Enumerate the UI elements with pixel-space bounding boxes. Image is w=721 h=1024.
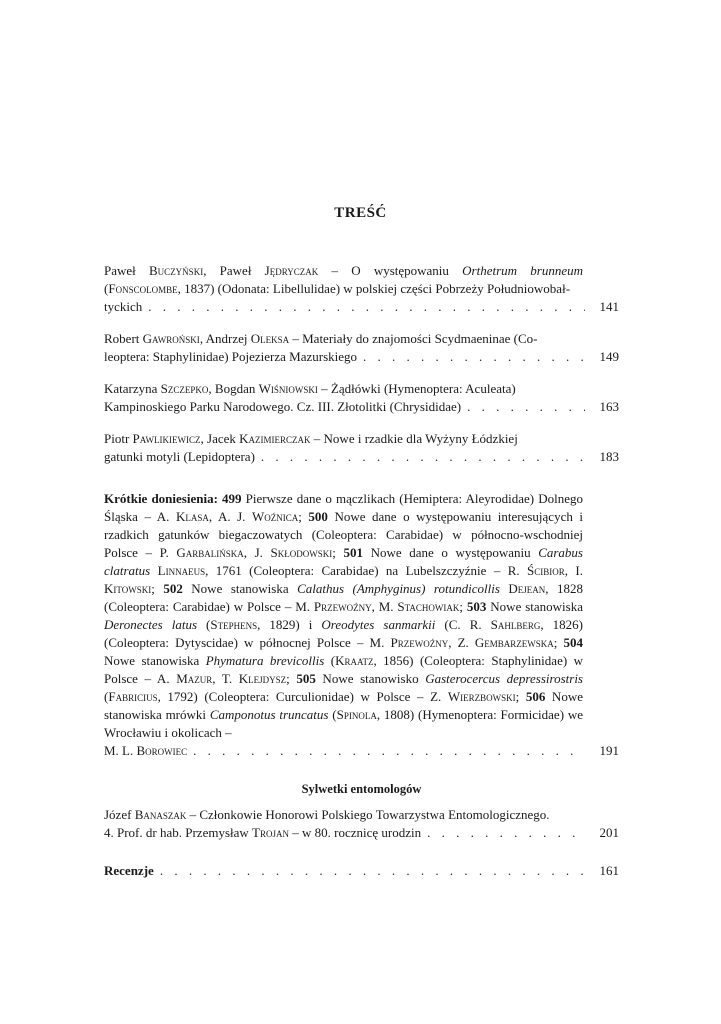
taxon-name: Phymatura brevicollis xyxy=(205,653,325,668)
author-name: Fonscolombe xyxy=(108,281,178,296)
text-run: Paweł xyxy=(104,263,150,278)
text-run: , J. xyxy=(243,545,271,560)
author-name: Linnaeus xyxy=(157,563,206,578)
entry-text xyxy=(104,262,619,298)
text-run: Nowe stanowiska xyxy=(104,653,206,668)
bold-label: 506 xyxy=(525,689,546,704)
toc-entry[interactable] xyxy=(104,380,619,416)
page-number: 161 xyxy=(599,863,619,878)
entry-text-end xyxy=(104,742,187,760)
dot-leader xyxy=(363,348,585,366)
text-run: , 1829) i xyxy=(257,617,322,632)
author-name: Borowiec xyxy=(136,743,188,758)
entry-text-end xyxy=(104,298,142,316)
text-run: leoptera: Staphylinidae) Pojezierza Mazurskiego xyxy=(104,349,358,364)
page-number: 163 xyxy=(599,399,619,414)
taxon-name: Camponotus truncatus xyxy=(209,707,329,722)
author-name: Woźnica xyxy=(251,509,299,524)
toc-entry-reviews[interactable] xyxy=(104,862,619,880)
author-name: Przewoźny xyxy=(390,635,449,650)
author-name: Kitowski xyxy=(104,581,152,596)
entry-text xyxy=(104,380,619,398)
text-run: , I. xyxy=(564,563,584,578)
text-run: , Bogdan xyxy=(208,381,259,396)
text-run: – Materiały do znajomości Scydmaeninae (Co- xyxy=(289,331,538,346)
text-run: Nowe stanowiska mrówki xyxy=(104,689,583,722)
author-name: Kraatz xyxy=(335,653,374,668)
text-run: , Jacek xyxy=(200,431,240,446)
entry-last-line xyxy=(104,742,619,760)
text-run: , 1792) (Coleoptera: Curculionidae) w Polsce – Z. xyxy=(157,689,448,704)
toc-entry[interactable] xyxy=(104,806,619,842)
text-run: Józef xyxy=(104,807,135,822)
dot-leader xyxy=(148,298,585,316)
entry-last-line xyxy=(104,862,619,880)
taxon-name: Gasterocercus depressirostris xyxy=(425,671,583,686)
page-number: 183 xyxy=(599,449,619,464)
entry-last-line xyxy=(104,448,619,466)
author-name: Dejean xyxy=(508,581,546,596)
author-name: Banaszak xyxy=(134,807,187,822)
entry-text-end xyxy=(104,348,357,366)
toc-entries xyxy=(104,262,619,760)
text-run: Nowe dane o występowaniu interesujących i rzadkich gatunków biegaczowatych (Coleoptera: Carabidae) w północno-wschodniej Polsce – P. xyxy=(104,509,583,560)
toc-entry[interactable] xyxy=(104,430,619,466)
entry-last-line xyxy=(104,348,619,366)
text-run: – w 80. rocznicę urodzin xyxy=(288,825,422,840)
text-run: , 1761 (Coleoptera: Carabidae) na Lubelszczyźnie – R. xyxy=(205,563,528,578)
text-run: Nowe dane o występowaniu xyxy=(362,545,539,560)
bold-label: 503 xyxy=(466,599,487,614)
bold-label: 504 xyxy=(563,635,583,650)
entry-text-end xyxy=(104,824,421,842)
author-name: Przewoźny xyxy=(313,599,372,614)
text-run: M. L. xyxy=(104,743,137,758)
author-name: Gembarzewska xyxy=(474,635,554,650)
toc-entry[interactable] xyxy=(104,330,619,366)
entry-text xyxy=(104,330,619,348)
text-run: , Andrzej xyxy=(199,331,251,346)
text-run: , 1826) (Coleoptera: Dytyscidae) w północnej Polsce – M. xyxy=(104,617,583,650)
bold-label: Recenzje xyxy=(104,863,154,878)
author-name: Stephens xyxy=(210,617,258,632)
text-run: ( xyxy=(104,281,109,296)
text-run: ; xyxy=(298,509,309,524)
author-name: Wierzbowski xyxy=(447,689,516,704)
author-name: Pawlikiewicz xyxy=(132,431,201,446)
text-run: ; xyxy=(553,635,564,650)
author-name: Garbalińska xyxy=(176,545,244,560)
text-run: Nowe stanowiska xyxy=(182,581,298,596)
author-name: Klasa xyxy=(175,509,209,524)
text-run: , 1828 (Coleoptera: Carabidae) w Polsce – M. xyxy=(104,581,583,614)
text-run: (C. R. xyxy=(435,617,491,632)
text-run: ; xyxy=(332,545,344,560)
dot-leader xyxy=(160,862,585,880)
entry-text xyxy=(104,490,619,742)
entry-last-line xyxy=(104,298,619,316)
text-run: Nowe stanowisko xyxy=(315,671,426,686)
page-title: TREŚĆ xyxy=(334,205,387,221)
author-name: Szczepko xyxy=(160,381,209,396)
text-run: ; xyxy=(151,581,164,596)
page-number: 191 xyxy=(599,743,619,758)
author-name: Oleksa xyxy=(250,331,290,346)
taxon-name: Deronectes latus xyxy=(104,617,198,632)
section-heading: Sylwetki entomologów xyxy=(301,782,422,796)
taxon-name: Orthetrum brunneum xyxy=(462,263,583,278)
table-of-contents xyxy=(104,262,619,880)
text-run: – Członkowie Honorowi Polskiego Towarzystwa Entomologicznego. xyxy=(186,807,550,822)
bold-label: 505 xyxy=(296,671,316,686)
author-name: Kazimierczak xyxy=(239,431,311,446)
text-run: , Z. xyxy=(448,635,475,650)
author-name: Jędryczak xyxy=(264,263,319,278)
text-run: , 1856) (Coleoptera: Staphylinidae) w Polsce – A. xyxy=(104,653,583,686)
text-run xyxy=(150,563,157,578)
bold-label: Krótkie doniesienia: 499 xyxy=(104,491,242,506)
text-run: Kampinoskiego Parku Narodowego. Cz. III. Złotolitki (Chrysididae) xyxy=(104,399,462,414)
text-run: Nowe stanowiska xyxy=(486,599,583,614)
text-run: 4. Prof. dr hab. Przemysław xyxy=(104,825,253,840)
text-run: – Nowe i rzadkie dla Wyżyny Łódzkiej xyxy=(310,431,518,446)
text-run: ( xyxy=(104,689,109,704)
author-name: Spinola xyxy=(336,707,377,722)
text-run: – O występowaniu xyxy=(318,263,463,278)
text-run: , 1837) (Odonata: Libellulidae) w polskiej części Pobrzeży Południowobał- xyxy=(177,281,571,296)
text-run: , 1808) (Hymenoptera: Formicidae) we Wrocławiu i okolicach – xyxy=(104,707,583,740)
author-name: Trojan xyxy=(252,825,289,840)
author-name: Ścibior xyxy=(527,563,565,578)
author-name: Mazur xyxy=(176,671,213,686)
author-name: Klejdysz xyxy=(238,671,287,686)
author-name: Wiśniowski xyxy=(258,381,318,396)
text-run: , M. xyxy=(371,599,398,614)
text-run: , Paweł xyxy=(203,263,265,278)
text-run: ; xyxy=(515,689,526,704)
text-run: , T. xyxy=(212,671,239,686)
bold-label: 501 xyxy=(343,545,363,560)
bold-label: 502 xyxy=(163,581,183,596)
text-run: ; xyxy=(286,671,297,686)
dot-leader xyxy=(467,398,585,416)
bold-label: 500 xyxy=(308,509,328,524)
text-run: gatunki motyli (Lepidoptera) xyxy=(104,449,255,464)
taxon-name: Calathus (Amphyginus) rotundicollis xyxy=(297,581,500,596)
entry-text xyxy=(104,430,619,448)
dot-leader xyxy=(193,742,585,760)
page-number: 141 xyxy=(599,299,619,314)
text-run: Piotr xyxy=(104,431,133,446)
author-name: Gawroński xyxy=(142,331,200,346)
author-name: Skłodowski xyxy=(270,545,333,560)
text-run: tyckich xyxy=(104,299,143,314)
taxon-name: Carabus clatratus xyxy=(104,545,583,578)
taxon-name: Oreodytes sanmarkii xyxy=(321,617,436,632)
text-run: , A. J. xyxy=(208,509,252,524)
text-run: Robert xyxy=(104,331,143,346)
author-name: Stachowiak xyxy=(397,599,460,614)
page-number: 201 xyxy=(599,825,619,840)
author-name: Buczyński xyxy=(149,263,204,278)
text-run: ( xyxy=(197,617,211,632)
dot-leader xyxy=(427,824,585,842)
entry-text-end xyxy=(104,448,255,466)
toc-entry[interactable] xyxy=(104,262,619,316)
author-name: Sahlberg xyxy=(490,617,541,632)
text-run: ( xyxy=(324,653,336,668)
entry-last-line xyxy=(104,398,619,416)
text-run: Katarzyna xyxy=(104,381,161,396)
author-name: Fabricius xyxy=(108,689,158,704)
dot-leader xyxy=(261,448,585,466)
entry-text xyxy=(104,806,619,824)
text-run: Pierwsze dane o mączlikach (Hemiptera: Aleyrodidae) Dolnego Śląska – A. xyxy=(104,491,583,524)
text-run: ( xyxy=(328,707,337,722)
page-number: 149 xyxy=(599,349,619,364)
text-run: – Żądłówki (Hymenoptera: Aculeata) xyxy=(317,381,516,396)
toc-entry-short-notes[interactable] xyxy=(104,490,619,760)
text-run: ; xyxy=(459,599,467,614)
entry-text-end xyxy=(104,398,461,416)
entry-text-end xyxy=(104,862,154,880)
entry-last-line xyxy=(104,824,619,842)
